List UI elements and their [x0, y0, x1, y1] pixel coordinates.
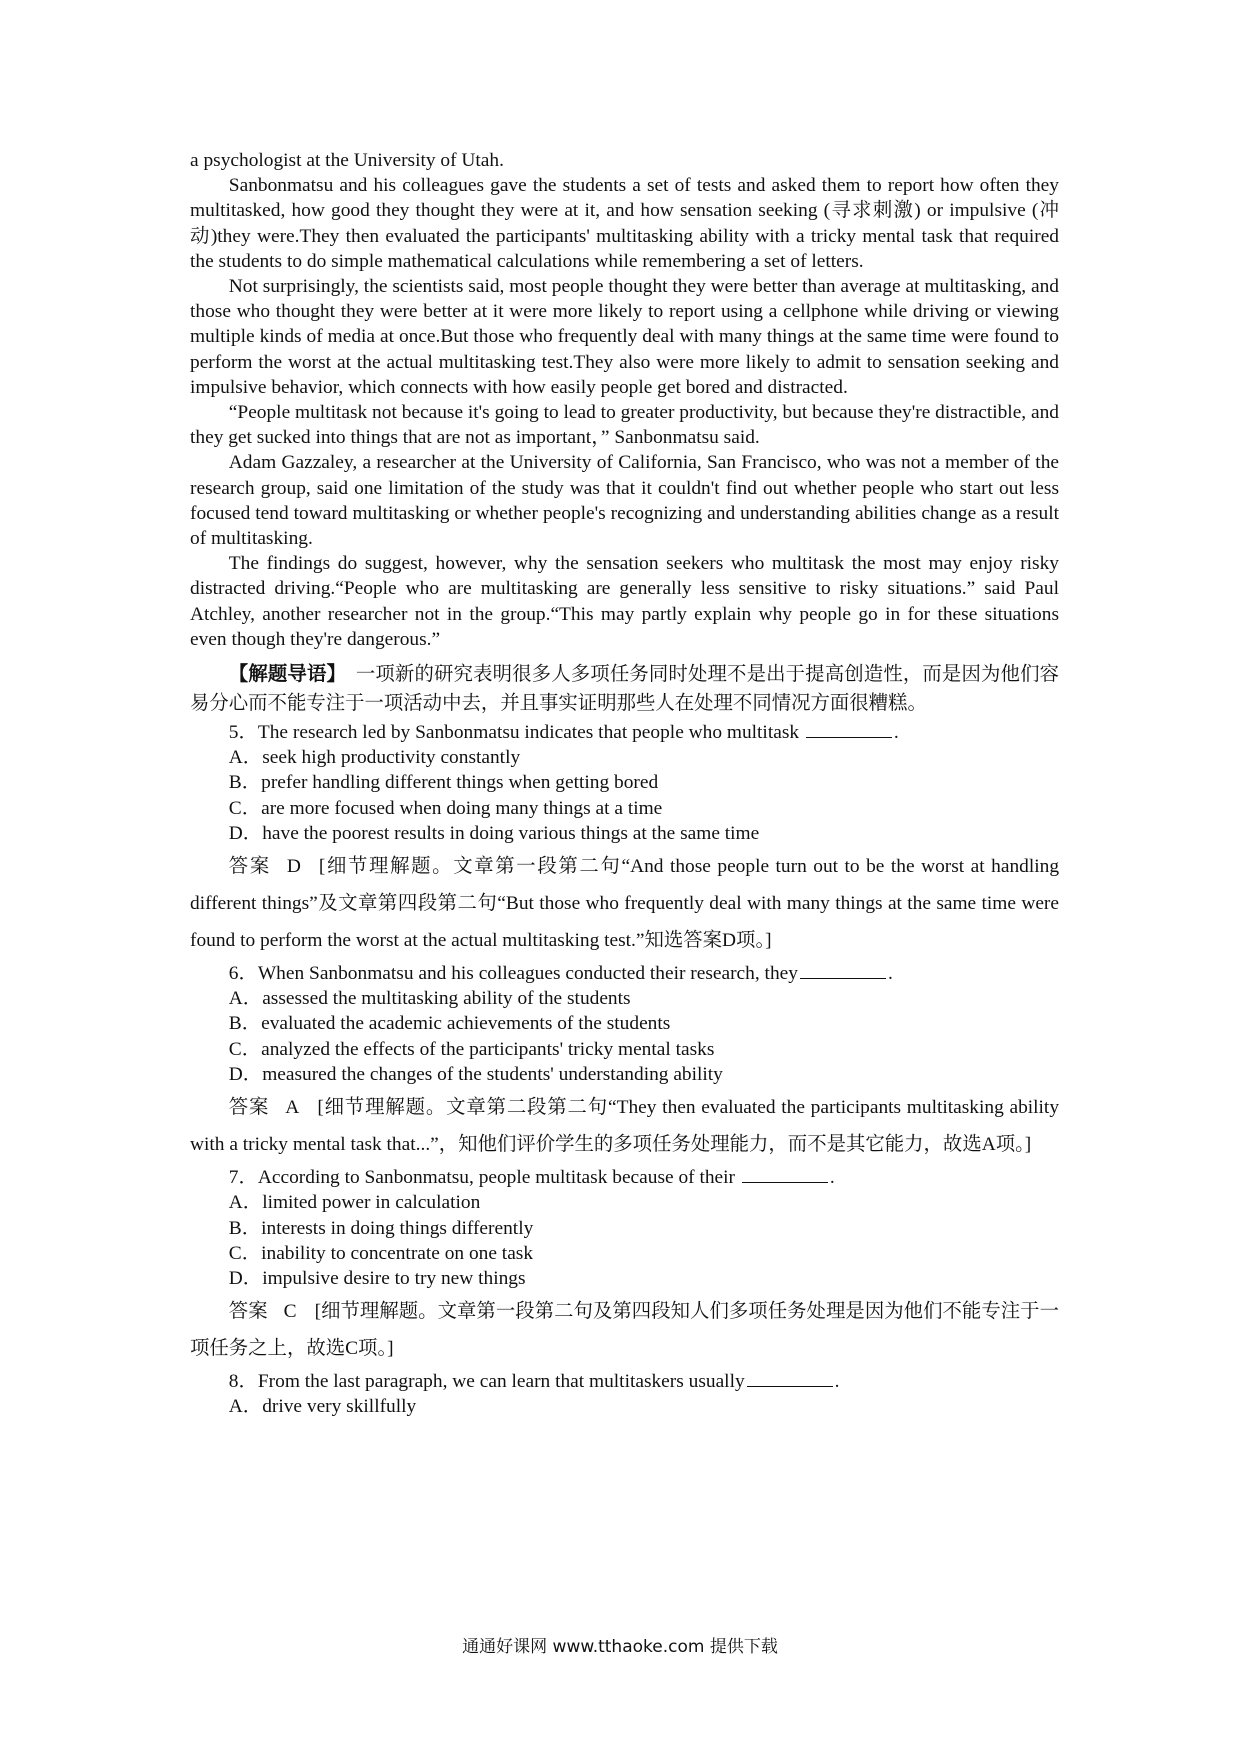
question-5 — [190, 720, 1059, 959]
answer-text: [细节理解题。文章第一段第二句“And those people turn out to be the worst at handling different things”及文章第四段第二句“But those who frequently deal with many things at the same time were found to perform the worst at the actual multitasking test.”知选答案D项。] — [190, 856, 1060, 952]
answer-label: 答案 — [228, 1301, 268, 1323]
answer-explanation — [190, 848, 1059, 959]
question-stem-text: 8．From the last paragraph, we can learn that multitaskers usually — [228, 1371, 745, 1393]
question-stem — [190, 961, 1059, 986]
option-d: D．impulsive desire to try new things — [228, 1267, 526, 1289]
passage-paragraph-1: Sanbonmatsu and his colleagues gave the students a set of tests and asked them to report how often they multitasked, how good they thought they were at it, and how sensation seeking (寻求刺激) or impulsive (冲动)they were.They then evaluated the participants' multitasking ability with a tricky mental task that required the students to do simple mathematical calculations while remembering a set of letters. — [190, 175, 1059, 272]
option-c: C．analyzed the effects of the participants' tricky mental tasks — [228, 1038, 715, 1060]
option-a: A．seek high productivity constantly — [228, 747, 521, 769]
answer-key: C — [283, 1301, 297, 1323]
answer-key: D — [286, 856, 301, 878]
passage-paragraph-0: a psychologist at the University of Utah. — [190, 150, 504, 171]
option-c: C．are more focused when doing many things at a time — [228, 797, 663, 819]
answer-blank — [747, 1370, 833, 1387]
answer-blank — [806, 721, 892, 738]
answer-label: 答案 — [228, 856, 271, 878]
answer-blank — [742, 1166, 828, 1183]
answer-blank — [800, 962, 886, 979]
question-stem-end: . — [893, 722, 899, 744]
answer-explanation — [190, 1293, 1059, 1367]
question-stem-end: . — [887, 963, 893, 985]
question-stem — [190, 720, 1059, 745]
question-stem-text: 5．The research led by Sanbonmatsu indicates that people who multitask — [228, 722, 804, 744]
option-b: B．evaluated the academic achievements of the students — [228, 1013, 671, 1035]
solving-guide — [190, 660, 1059, 718]
answer-label: 答案 — [228, 1097, 270, 1119]
solving-guide-text: 一项新的研究表明很多人多项任务同时处理不是出于提高创造性，而是因为他们容易分心而不能专注于一项活动中去，并且事实证明那些人在处理不同情况方面很糟糕。 — [190, 664, 1059, 715]
passage-paragraph-3: “People multitask not because it's going to lead to greater productivity, but because they're distractible, and they get sucked into things that are not as important，” Sanbonmatsu said. — [190, 402, 1059, 449]
question-8 — [190, 1369, 1059, 1419]
option-a: A．limited power in calculation — [228, 1192, 481, 1214]
question-stem-end: . — [834, 1371, 840, 1393]
question-stem-text: 7．According to Sanbonmatsu, people multitask because of their — [228, 1167, 740, 1189]
answer-text: [细节理解题。文章第二段第二句“They then evaluated the participants multitasking ability with a tricky mental task that...”，知他们评价学生的多项任务处理能力，而不是其它能力，故选A项。] — [190, 1097, 1060, 1156]
passage-paragraph-4: Adam Gazzaley, a researcher at the University of California, San Francisco, who was not a member of the research group, said one limitation of the study was that it couldn't find out whether people who start out less focused tend toward multitasking or whether people's recognizing and understanding abilities change as a result of multitasking. — [190, 452, 1059, 550]
document-body — [190, 148, 1059, 1420]
option-d: D．measured the changes of the students' understanding ability — [228, 1063, 723, 1085]
page-footer: 通通好课网 www.tthaoke.com 提供下载 — [462, 1637, 778, 1657]
option-b: B．interests in doing things differently — [228, 1217, 534, 1239]
question-stem — [190, 1165, 1059, 1190]
option-b: B．prefer handling different things when getting bored — [228, 772, 659, 794]
option-a: A．drive very skillfully — [228, 1396, 417, 1418]
answer-key: A — [285, 1097, 300, 1119]
question-stem-text: 6．When Sanbonmatsu and his colleagues conducted their research, they — [228, 963, 798, 985]
question-6 — [190, 961, 1059, 1163]
solving-guide-tag: 【解题导语】 — [228, 664, 337, 686]
answer-text: [细节理解题。文章第一段第二句及第四段知人们多项任务处理是因为他们不能专注于一项任务之上，故选C项。] — [190, 1301, 1059, 1360]
option-d: D．have the poorest results in doing various things at the same time — [228, 822, 760, 844]
question-stem-end: . — [829, 1167, 835, 1189]
passage-paragraph-5: The findings do suggest, however, why the sensation seekers who multitask the most may enjoy risky distracted driving.“People who are multitasking are generally less sensitive to risky situations.” said Paul Atchley, another researcher not in the group.“This may partly explain why people go in for these situations even though they're dangerous.” — [190, 553, 1059, 650]
question-7 — [190, 1165, 1059, 1367]
option-c: C．inability to concentrate on one task — [228, 1242, 534, 1264]
option-a: A．assessed the multitasking ability of the students — [228, 988, 631, 1010]
question-stem — [190, 1369, 1059, 1394]
answer-explanation — [190, 1089, 1059, 1163]
passage-paragraph-2: Not surprisingly, the scientists said, most people thought they were better than average at multitasking, and those who thought they were better at it were more likely to report using a cellphone while driving or viewing multiple kinds of media at once.But those who frequently deal with many things at the same time were found to perform the worst at the actual multitasking test.They also were more likely to admit to sensation seeking and impulsive behavior, which connects with how easily people get bored and distracted. — [190, 276, 1059, 398]
